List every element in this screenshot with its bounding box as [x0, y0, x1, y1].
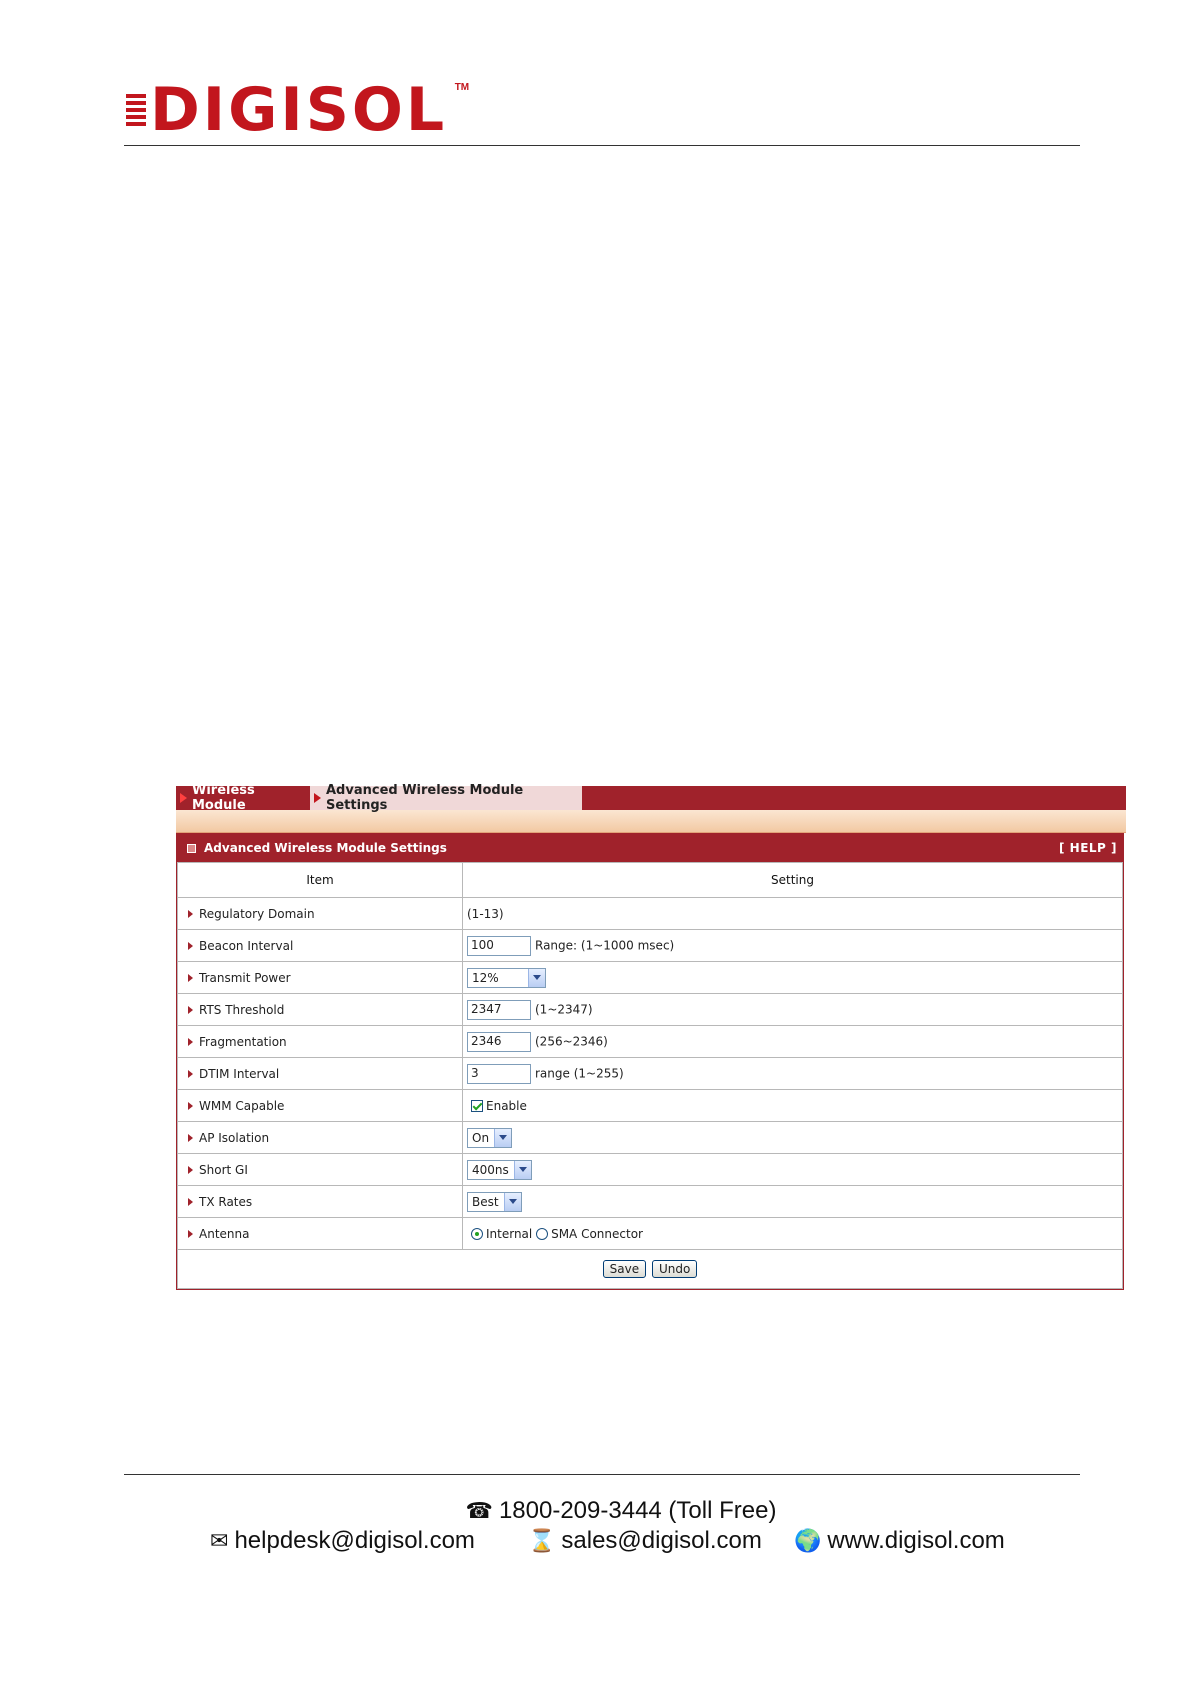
arrow-right-icon: [188, 1198, 193, 1206]
row-label-cell: [178, 962, 463, 994]
antenna-sma-label: SMA Connector: [551, 1226, 643, 1241]
table-header-row: [178, 863, 1123, 898]
beacon-interval-input[interactable]: 100: [467, 936, 531, 956]
col-header-item: Item: [178, 863, 463, 898]
tab-advanced-label: Advanced Wireless Module Settings: [326, 783, 524, 813]
fragmentation-hint: (256~2346): [535, 1034, 608, 1048]
row-label: Antenna: [199, 1226, 250, 1241]
row-setting-cell: [463, 1154, 1123, 1186]
rts-threshold-hint: (1~2347): [535, 1002, 593, 1016]
select-value: 12%: [472, 970, 499, 985]
chevron-down-icon[interactable]: [528, 969, 545, 987]
square-icon: [187, 844, 196, 853]
row-label: WMM Capable: [199, 1098, 285, 1113]
beacon-interval-hint: Range: (1~1000 msec): [535, 938, 675, 952]
digisol-logo: [126, 75, 470, 145]
table-row: [178, 962, 1123, 994]
subbar: [176, 810, 1126, 833]
row-setting-cell: [463, 962, 1123, 994]
select-value: 400ns: [472, 1162, 509, 1177]
dtim-interval-hint: range (1~255): [535, 1066, 624, 1080]
phone-number: 1800-209-3444 (Toll Free): [498, 1497, 777, 1524]
row-label: TX Rates: [199, 1194, 253, 1209]
action-cell: [178, 1250, 1123, 1289]
wmm-enable-label: Enable: [486, 1098, 527, 1113]
table-row: [178, 1186, 1123, 1218]
row-label-cell: [178, 1122, 463, 1154]
arrow-right-icon: [188, 1102, 193, 1110]
table-row: [178, 930, 1123, 962]
row-setting-cell: [463, 930, 1123, 962]
table-row: [178, 1090, 1123, 1122]
fragmentation-input[interactable]: 2346: [467, 1032, 531, 1052]
row-label: Beacon Interval: [199, 938, 294, 953]
arrow-right-icon: [188, 1038, 193, 1046]
tab-wireless-module[interactable]: [176, 783, 310, 813]
row-label-cell: [178, 994, 463, 1026]
help-link[interactable]: [ HELP ]: [1058, 841, 1117, 855]
select-value: Best: [472, 1194, 499, 1209]
short-gi-select[interactable]: [467, 1160, 532, 1180]
breadcrumb-bar: [176, 783, 1126, 813]
regulatory-domain-value: (1-13): [467, 906, 504, 921]
row-setting-cell: [463, 1090, 1123, 1122]
arrow-right-icon: [188, 1230, 193, 1238]
table-title-text: Advanced Wireless Module Settings: [204, 841, 447, 855]
row-label: DTIM Interval: [199, 1066, 280, 1081]
web-contact: [794, 1527, 1005, 1555]
arrow-right-icon: [188, 1070, 193, 1078]
row-label: RTS Threshold: [199, 1002, 285, 1017]
transmit-power-select[interactable]: [467, 968, 546, 988]
row-setting-cell: [463, 1026, 1123, 1058]
hourglass-icon: ⌛: [528, 1528, 556, 1553]
footer-rule: [124, 1474, 1080, 1475]
undo-button[interactable]: Undo: [652, 1260, 697, 1278]
arrow-right-icon: [188, 910, 193, 918]
save-button[interactable]: Save: [603, 1260, 646, 1278]
arrow-right-icon: [180, 793, 187, 803]
antenna-sma-radio[interactable]: [536, 1228, 548, 1240]
chevron-down-icon[interactable]: [504, 1193, 521, 1211]
tab-advanced-wireless-settings[interactable]: [310, 783, 582, 813]
wmm-enable-checkbox[interactable]: [471, 1100, 483, 1112]
arrow-right-icon: [188, 1006, 193, 1014]
row-label-cell: [178, 1090, 463, 1122]
arrow-right-icon: [188, 974, 193, 982]
row-setting-cell: [463, 1218, 1123, 1250]
table-row: [178, 1122, 1123, 1154]
row-setting-cell: [463, 898, 1123, 930]
dtim-interval-input[interactable]: 3: [467, 1064, 531, 1084]
table-title: [187, 841, 447, 855]
row-label: Regulatory Domain: [199, 906, 315, 921]
row-label: AP Isolation: [199, 1130, 270, 1145]
table-row: [178, 1058, 1123, 1090]
chevron-down-icon[interactable]: [514, 1161, 531, 1179]
sales-contact: [528, 1527, 762, 1555]
row-setting-cell: [463, 994, 1123, 1026]
envelope-icon: ✉: [210, 1528, 229, 1553]
chevron-down-icon[interactable]: [494, 1129, 511, 1147]
arrow-right-icon: [188, 1166, 193, 1174]
arrow-right-icon: [188, 942, 193, 950]
row-label-cell: [178, 1154, 463, 1186]
row-label: Transmit Power: [199, 970, 291, 985]
row-setting-cell: [463, 1186, 1123, 1218]
col-header-setting: Setting: [463, 863, 1123, 898]
table-row: [178, 1154, 1123, 1186]
row-label: Fragmentation: [199, 1034, 287, 1049]
settings-table: [176, 833, 1124, 1290]
row-label-cell: [178, 1186, 463, 1218]
table-row: [178, 994, 1123, 1026]
helpdesk-contact: [210, 1527, 475, 1555]
row-label-cell: [178, 930, 463, 962]
router-settings-panel: [176, 783, 1126, 1290]
tab-wireless-module-label: Wireless Module: [192, 783, 255, 813]
action-row: [178, 1250, 1123, 1289]
logo-text: DIGISOL: [150, 75, 448, 145]
table-row: [178, 1026, 1123, 1058]
row-label-cell: [178, 1026, 463, 1058]
website-url[interactable]: www.digisol.com: [827, 1527, 1005, 1554]
rts-threshold-input[interactable]: 2347: [467, 1000, 531, 1020]
row-label-cell: [178, 1058, 463, 1090]
ap-isolation-select[interactable]: [467, 1128, 512, 1148]
phone-icon: ☎: [465, 1498, 493, 1523]
arrow-right-icon: [314, 793, 321, 803]
logo-trademark: TM: [454, 82, 470, 93]
row-label-cell: [178, 1218, 463, 1250]
arrow-right-icon: [188, 1134, 193, 1142]
row-label: Short GI: [199, 1162, 248, 1177]
select-value: On: [472, 1130, 490, 1145]
footer-phone-line: [0, 1497, 1192, 1525]
row-setting-cell: [463, 1122, 1123, 1154]
antenna-internal-radio[interactable]: [471, 1228, 483, 1240]
table-row: [178, 898, 1123, 930]
helpdesk-email[interactable]: helpdesk@digisol.com: [234, 1527, 475, 1554]
header-rule: [124, 145, 1080, 146]
sales-email[interactable]: sales@digisol.com: [561, 1527, 762, 1554]
table-row: [178, 1218, 1123, 1250]
logo-stripes-icon: [126, 94, 146, 126]
tx-rates-select[interactable]: [467, 1192, 522, 1212]
globe-icon: 🌍: [794, 1528, 822, 1553]
row-setting-cell: [463, 1058, 1123, 1090]
row-label-cell: [178, 898, 463, 930]
antenna-internal-label: Internal: [486, 1226, 533, 1241]
table-title-bar: [177, 834, 1123, 862]
